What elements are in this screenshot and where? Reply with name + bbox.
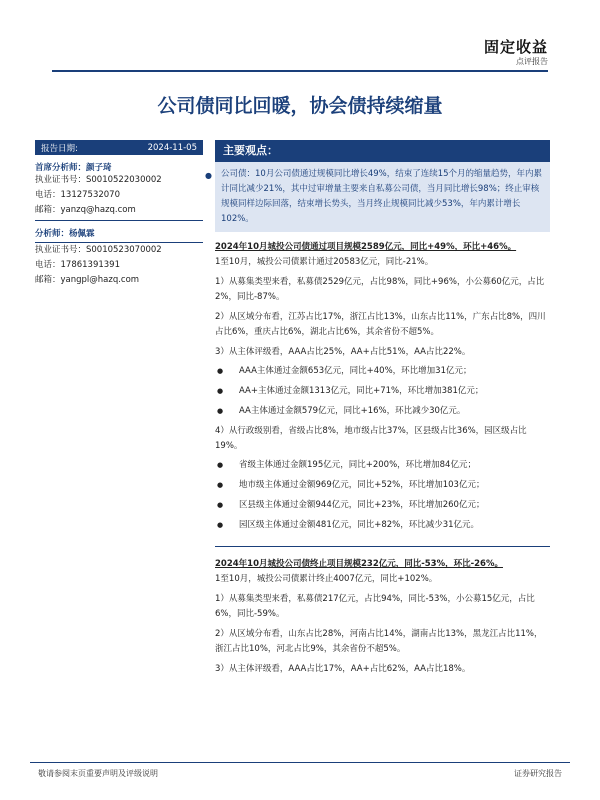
- section1-heading: 2024年10月城投公司债通过项目规模2589亿元，同比+49%，环比+46%。: [215, 242, 517, 252]
- rating-bullet: ● AAA主体通过金额653亿元，同比+40%，环比增加31亿元；: [215, 364, 550, 379]
- rating-bullet: ● AA主体通过金额579亿元，同比+16%，环比减少30亿元。: [215, 404, 550, 419]
- section2-fundraise: 1）从募集类型来看，私募债217亿元，占比94%，同比-53%，小公募15亿元，占比6%，同比-59%。: [215, 594, 535, 619]
- section1-fundraise: 1）从募集类型来看，私募债2529亿元，占比98%，同比+96%，小公募60亿元，占比2%，同比-87%。: [215, 277, 545, 302]
- report-date-value: 2024-11-05: [147, 142, 197, 153]
- admin-bullet: ● 区县级主体通过金额944亿元，同比+23%，环比增加260亿元；: [215, 498, 550, 513]
- section2-rating: 3）从主体评级看，AAA占比17%，AA+占比62%，AA占比18%。: [215, 664, 471, 674]
- section-divider: [215, 546, 550, 547]
- footer-divider: [30, 762, 570, 763]
- admin-bullet: ● 地市级主体通过金额969亿元，同比+52%，环比增加103亿元；: [215, 478, 550, 493]
- footer-disclaimer: 敬请参阅末页重要声明及评级说明: [38, 769, 158, 778]
- section2-region: 2）从区域分布看，山东占比28%，河南占比14%，湖南占比13%，黑龙江占比11%，浙江占比10%，河北占比9%，其余省份不超5%。: [215, 629, 543, 654]
- section2-cumulative: 1至10月，城投公司债累计终止4007亿元，同比+102%。: [215, 574, 438, 584]
- rating-bullet: ● AA+主体通过金额1313亿元，同比+71%，环比增加381亿元；: [215, 384, 550, 399]
- report-date-label: 报告日期:: [41, 143, 78, 154]
- header-subcategory: 点评报告: [516, 57, 548, 66]
- summary-box: [205, 162, 550, 232]
- summary-text: 公司债：10月公司债通过规模同比增长49%，结束了连续15个月的缩量趋势，年内累计同比减少21%，其中过审增量主要来自私募公司债，当月同比增长98%；终止审核规模同样边际回落，结束增长势头，当月终止规模同比减少53%，年内累计增长102%。: [221, 169, 543, 224]
- analyst2-role: 分析师：杨佩霖: [35, 229, 95, 239]
- analyst2-email[interactable]: 邮箱：yangpl@hazq.com: [35, 275, 140, 285]
- main-content: [205, 140, 550, 677]
- analyst1-role: 首席分析师：颜子琦: [35, 163, 112, 173]
- analyst1-email[interactable]: 邮箱：yanzq@hazq.com: [35, 205, 136, 215]
- admin-bullet: ● 省级主体通过金额195亿元，同比+200%，环比增加84亿元；: [215, 458, 550, 473]
- bullet-icon: ●: [205, 171, 212, 180]
- section1-cumulative: 1至10月，城投公司债累计通过20583亿元，同比-21%。: [215, 257, 434, 267]
- header-divider: [52, 70, 548, 72]
- analyst2-cert: 执业证书号：S0010523070002: [35, 245, 162, 255]
- section1-region: 2）从区域分布看，江苏占比17%，浙江占比13%，山东占比11%，广东占比8%，四川占比6%，重庆占比6%，湖北占比6%，其余省份不超5%。: [215, 312, 546, 337]
- report-title: 公司债同比回暖，协会债持续缩量: [157, 95, 443, 117]
- analyst1-phone: 电话：13127532070: [35, 190, 120, 200]
- main-views-title: 主要观点：: [215, 140, 550, 162]
- admin-bullet: ● 园区级主体通过金额481亿元，同比+82%，环比减少31亿元。: [215, 518, 550, 533]
- section1-rating: 3）从主体评级看，AAA占比25%，AA+占比51%，AA占比22%。: [215, 347, 471, 357]
- report-date-bar: [35, 140, 203, 155]
- section1-admin-level: 4）从行政级别看，省级占比8%，地市级占比37%，区县级占比36%，园区级占比19%。: [215, 426, 527, 451]
- sidebar: [35, 140, 203, 288]
- section2-heading: 2024年10月城投公司债终止项目规模232亿元，同比-53%，环比-26%。: [215, 559, 503, 569]
- analyst1-cert: 执业证书号：S0010522030002: [35, 175, 162, 185]
- footer-label: 证券研究报告: [514, 769, 562, 778]
- sidebar-divider: [35, 220, 203, 221]
- analyst2-phone: 电话：17861391391: [35, 260, 120, 270]
- header-category: 固定收益: [483, 38, 548, 56]
